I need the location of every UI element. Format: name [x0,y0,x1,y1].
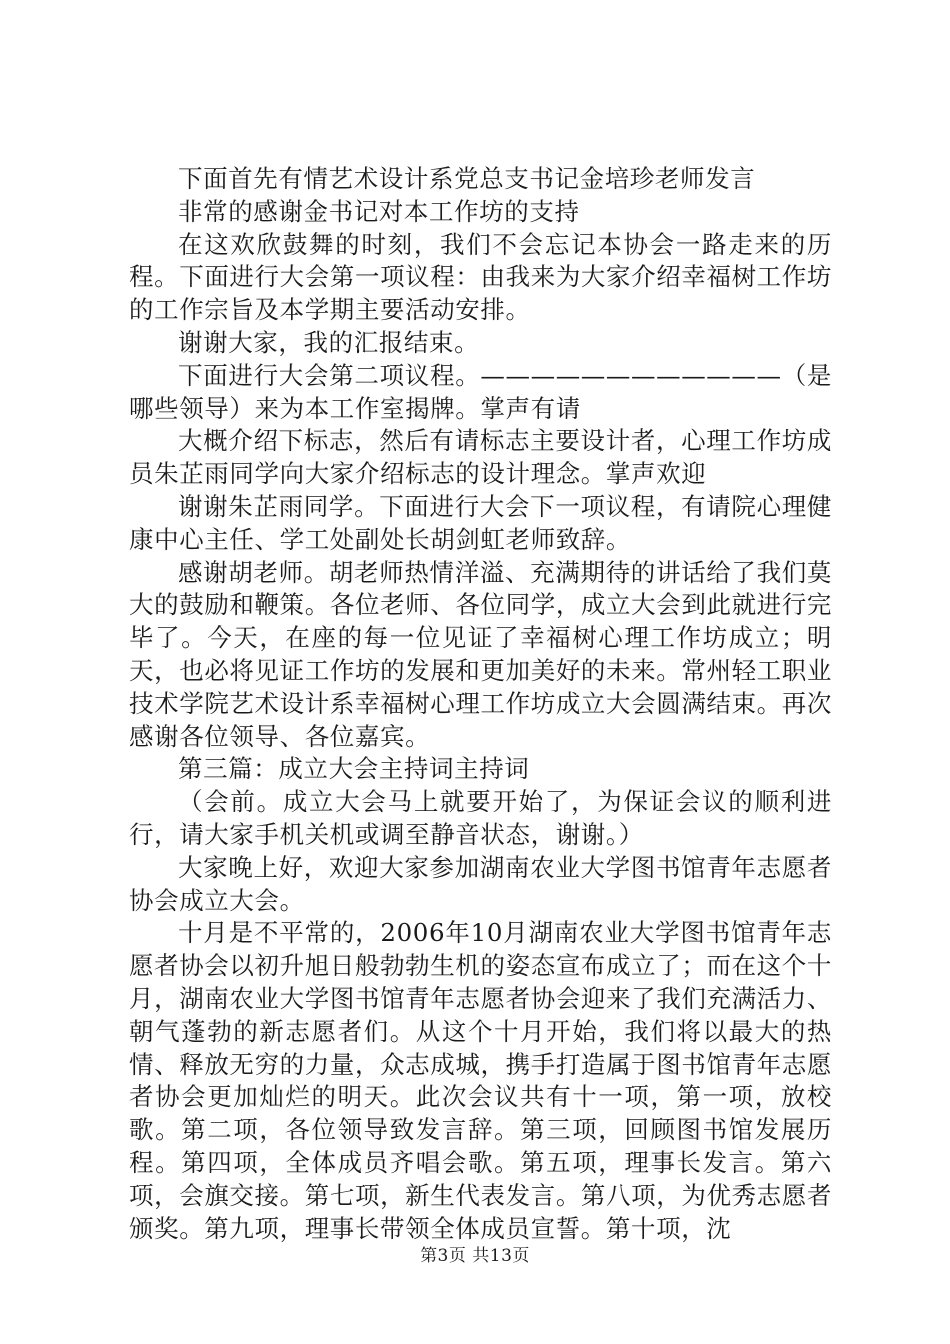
paragraph-1: 下面首先有情艺术设计系党总支书记金培珍老师发言 [178,164,756,193]
page-number-footer: 第3页 共13页 [420,1246,530,1266]
paragraph-2: 非常的感谢金书记对本工作坊的支持 [178,196,580,226]
document-body [129,163,832,1245]
paragraph-8: 感谢胡老师。胡老师热情洋溢、充满期待的讲话给了我们莫大的鼓励和鞭策。各位老师、各位同学，成立大会到此就进行完毕了。今天，在座的每一位见证了幸福树心理工作坊成立；明天，也必将见证工作坊的发展和更加美好的未来。常州轻工职业技术学院艺术设计系幸福树心理工作坊成立大会圆满结束。再次感谢各位领导、各位嘉宾。 [129,557,832,751]
paragraph-4: 谢谢大家，我的汇报结束。 [178,327,480,357]
paragraph-7: 谢谢朱芷雨同学。下面进行大会下一项议程，有请院心理健康中心主任、学工处副处长胡剑虹老师致辞。 [129,491,832,554]
paragraph-3: 在这欢欣鼓舞的时刻，我们不会忘记本协会一路走来的历程。下面进行大会第一项议程：由我来为大家介绍幸福树工作坊的工作宗旨及本学期主要活动安排。 [129,229,832,325]
paragraph-12: 十月是不平常的，2006年10月湖南农业大学图书馆青年志愿者协会以初升旭日般勃勃生机的姿态宣布成立了；而在这个十月，湖南农业大学图书馆青年志愿者协会迎来了我们充满活力、朝气蓬勃的新志愿者们。从这个十月开始，我们将以最大的热情、释放无穷的力量，众志成城，携手打造属于图书馆青年志愿者协会更加灿烂的明天。此次会议共有十一项，第一项，放校歌。第二项，各位领导致发言辞。第三项，回顾图书馆发展历程。第四项，全体成员齐唱会歌。第五项，理事长发言。第六项，会旗交接。第七项，新生代表发言。第八项，为优秀志愿者颁奖。第九项，理事长带领全体成员宣誓。第十项，沈 [129,918,832,1243]
paragraph-6: 大概介绍下标志，然后有请标志主要设计者，心理工作坊成员朱芷雨同学向大家介绍标志的设计理念。掌声欢迎 [129,426,832,489]
section-heading: 第三篇：成立大会主持词主持词 [178,754,530,784]
paragraph-11: 大家晚上好，欢迎大家参加湖南农业大学图书馆青年志愿者协会成立大会。 [129,852,832,915]
paragraph-5: 下面进行大会第二项议程。————————————（是哪些领导）来为本工作室揭牌。掌声有请 [129,360,832,423]
paragraph-10: （会前。成立大会马上就要开始了，为保证会议的顺利进行，请大家手机关机或调至静音状态，谢谢。） [129,787,832,849]
